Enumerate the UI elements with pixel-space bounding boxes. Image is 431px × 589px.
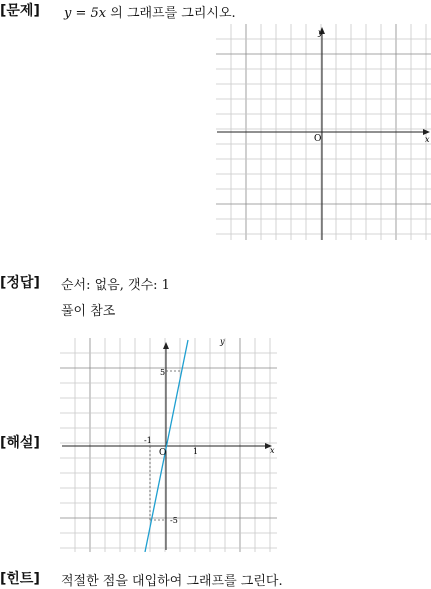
problem-origin-label: O <box>314 134 322 144</box>
answer-line1: 순서: 없음, 갯수: 1 <box>61 278 170 293</box>
solution-origin-label: O <box>159 448 167 458</box>
answer-line2: 풀이 참조 <box>61 304 116 319</box>
hint-text: 적절한 점을 대입하여 그래프를 그린다. <box>61 574 283 589</box>
problem-graph <box>216 24 431 240</box>
solution-grid <box>60 338 277 552</box>
solution-y5-label: 5 <box>160 368 166 377</box>
problem-instruction: 의 그래프를 그리시오. <box>110 6 236 21</box>
problem-equation: y = 5x <box>64 6 107 21</box>
problem-tag: [문제] <box>0 3 40 19</box>
hint-tag: [힌트] <box>0 571 40 587</box>
solution-y-arrow-icon <box>163 342 169 349</box>
solution-y-neg5-label: -5 <box>170 516 178 525</box>
solution-x-neg1-label: -1 <box>144 436 152 445</box>
solution-y-label: y <box>220 338 225 346</box>
problem-y-label: y <box>318 28 323 37</box>
solution-x1-label: 1 <box>193 447 199 456</box>
solution-graph <box>60 338 277 552</box>
solution-x-label: x <box>270 446 275 455</box>
answer-tag: [정답] <box>0 275 40 291</box>
problem-text <box>64 2 236 21</box>
problem-x-label: x <box>425 135 430 144</box>
explanation-tag: [해설] <box>0 435 40 451</box>
